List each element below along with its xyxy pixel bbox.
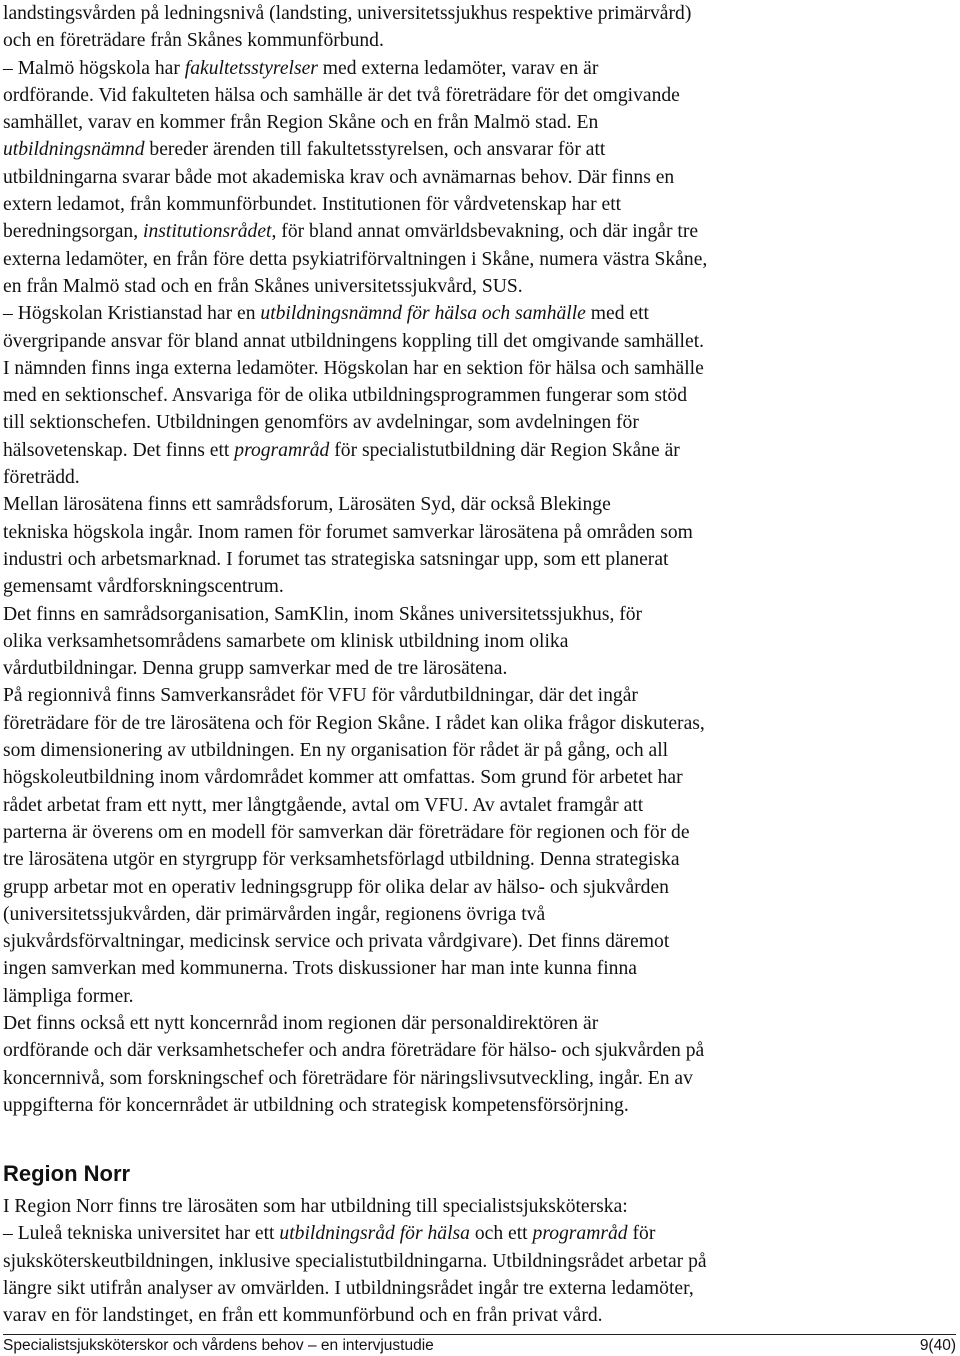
body-line: rådet arbetat fram ett nytt, mer långtgående, avtal om VFU. Av avtalet framgår att bbox=[3, 794, 644, 816]
section-line: I Region Norr finns tre lärosäten som har utbildning till specialistsjuksköterska: bbox=[3, 1196, 628, 1217]
body-line: tekniska högskola ingår. Inom ramen för forumet samverkar lärosätena på områden som bbox=[3, 521, 693, 543]
section-line: sjuksköterskeutbildningen, inklusive specialistutbildningarna. Utbildningsrådet arbetar på bbox=[3, 1250, 707, 1272]
section-heading: Region Norr bbox=[3, 1161, 131, 1186]
body-line: en från Malmö stad och en från Skånes universitetssjukvård, SUS. bbox=[3, 275, 523, 297]
body-line: utbildningsnämnd bereder ärenden till fakultetsstyrelsen, och ansvarar för att bbox=[3, 139, 606, 161]
body-line: (universitetssjukvården, där primärvården ingår, regionens övriga två bbox=[3, 903, 546, 925]
body-line: företrädd. bbox=[3, 467, 80, 489]
body-line: företrädare för de tre lärosätena och för Region Skåne. I rådet kan olika frågor diskuteras, bbox=[3, 712, 705, 734]
body-line: På regionnivå finns Samverkansrådet för VFU för vårdutbildningar, där det ingår bbox=[3, 685, 638, 707]
body-line: Det finns också ett nytt koncernråd inom regionen där personaldirektören är bbox=[3, 1012, 599, 1034]
body-line: till sektionschefen. Utbildningen genomförs av avdelningar, som avdelningen för bbox=[3, 412, 639, 434]
body-line: högskoleutbildning inom vårdområdet kommer att omfattas. Som grund för arbetet har bbox=[3, 767, 683, 789]
body-line: övergripande ansvar för bland annat utbildningens koppling till det omgivande samhället. bbox=[3, 330, 705, 352]
body-line: externa ledamöter, en från före detta psykiatriförvaltningen i Skåne, numera västra Skåne, bbox=[3, 248, 708, 270]
section-line: längre sikt utifrån analyser av omvärlden. I utbildningsrådet ingår tre externa ledamöter, bbox=[3, 1277, 694, 1299]
body-line: uppgifterna för koncernrådet är utbildning och strategisk kompetensförsörjning. bbox=[3, 1094, 629, 1116]
body-line: samhället, varav en kommer från Region Skåne och en från Malmö stad. En bbox=[3, 112, 599, 134]
page-number: 9(40) bbox=[919, 1337, 956, 1354]
body-line: olika verksamhetsområdens samarbete om klinisk utbildning inom olika bbox=[3, 630, 569, 652]
body-line: landstingsvården på ledningsnivå (landsting, universitetssjukhus respektive primärvård) bbox=[3, 3, 692, 24]
body-line: parterna är överens om en modell för samverkan där företrädare för regionen och för de bbox=[3, 821, 690, 843]
body-text bbox=[3, 0, 953, 1119]
body-line: – Högskolan Kristianstad har en utbildningsnämnd för hälsa och samhälle med ett bbox=[3, 303, 649, 325]
body-line: tre lärosätena utgör en styrgrupp för verksamhetsförlagd utbildning. Denna strategiska bbox=[3, 849, 680, 871]
body-line: hälsovetenskap. Det finns ett programråd för specialistutbildning där Region Skåne är bbox=[3, 439, 680, 461]
body-line: gemensamt vårdforskningscentrum. bbox=[3, 576, 284, 598]
section-body bbox=[3, 1193, 953, 1329]
body-line: extern ledamot, från kommunförbundet. Institutionen för vårdvetenskap har ett bbox=[3, 194, 622, 216]
section-line: varav en för landstinget, en från ett kommunförbund och en från privat vård. bbox=[3, 1305, 603, 1327]
body-line: ingen samverkan med kommunerna. Trots diskussioner har man inte kunna finna bbox=[3, 958, 637, 980]
section-text bbox=[3, 1193, 953, 1329]
body-line: lämpliga former. bbox=[3, 985, 134, 1007]
body-line: sjukvårdsförvaltningar, medicinsk service och privata vårdgivare). Det finns däremot bbox=[3, 931, 670, 953]
document-body bbox=[3, 0, 953, 1119]
body-line: industri och arbetsmarknad. I forumet tas strategiska satsningar upp, som ett planerat bbox=[3, 548, 669, 570]
body-line: koncernnivå, som forskningschef och företrädare för näringslivsutveckling, ingår. En av bbox=[3, 1067, 693, 1089]
body-line: utbildningarna svarar både mot akademiska krav och avnämarnas behov. Där finns en bbox=[3, 166, 675, 188]
page-footer bbox=[3, 1334, 956, 1355]
body-line: Det finns en samrådsorganisation, SamKlin, inom Skånes universitetssjukhus, för bbox=[3, 603, 643, 625]
body-line: beredningsorgan, institutionsrådet, för bland annat omvärldsbevakning, och där ingår tre bbox=[3, 221, 699, 243]
body-line: grupp arbetar mot en operativ ledningsgrupp för olika delar av hälso- och sjukvården bbox=[3, 876, 669, 898]
body-line: ordförande och där verksamhetschefer och andra företrädare för hälso- och sjukvården på bbox=[3, 1040, 705, 1062]
body-line: – Malmö högskola har fakultetsstyrelser med externa ledamöter, varav en är bbox=[3, 57, 599, 79]
body-line: som dimensionering av utbildningen. En ny organisation för rådet är på gång, och all bbox=[3, 740, 669, 762]
body-line: I nämnden finns inga externa ledamöter. Högskolan har en sektion för hälsa och samhälle bbox=[3, 357, 704, 379]
footer-title: Specialistsjuksköterskor och vårdens behov – en intervjustudie bbox=[3, 1337, 434, 1354]
body-line: vårdutbildningar. Denna grupp samverkar med de tre lärosätena. bbox=[3, 658, 508, 680]
body-line: med en sektionschef. Ansvariga för de olika utbildningsprogrammen fungerar som stöd bbox=[3, 385, 687, 407]
body-line: Mellan lärosätena finns ett samrådsforum, Lärosäten Syd, där också Blekinge bbox=[3, 494, 611, 516]
body-line: och en företrädare från Skånes kommunförbund. bbox=[3, 30, 384, 52]
body-line: ordförande. Vid fakulteten hälsa och samhälle är det två företrädare för det omgivande bbox=[3, 84, 680, 106]
section-line: – Luleå tekniska universitet har ett utbildningsråd för hälsa och ett programråd för bbox=[3, 1223, 656, 1245]
